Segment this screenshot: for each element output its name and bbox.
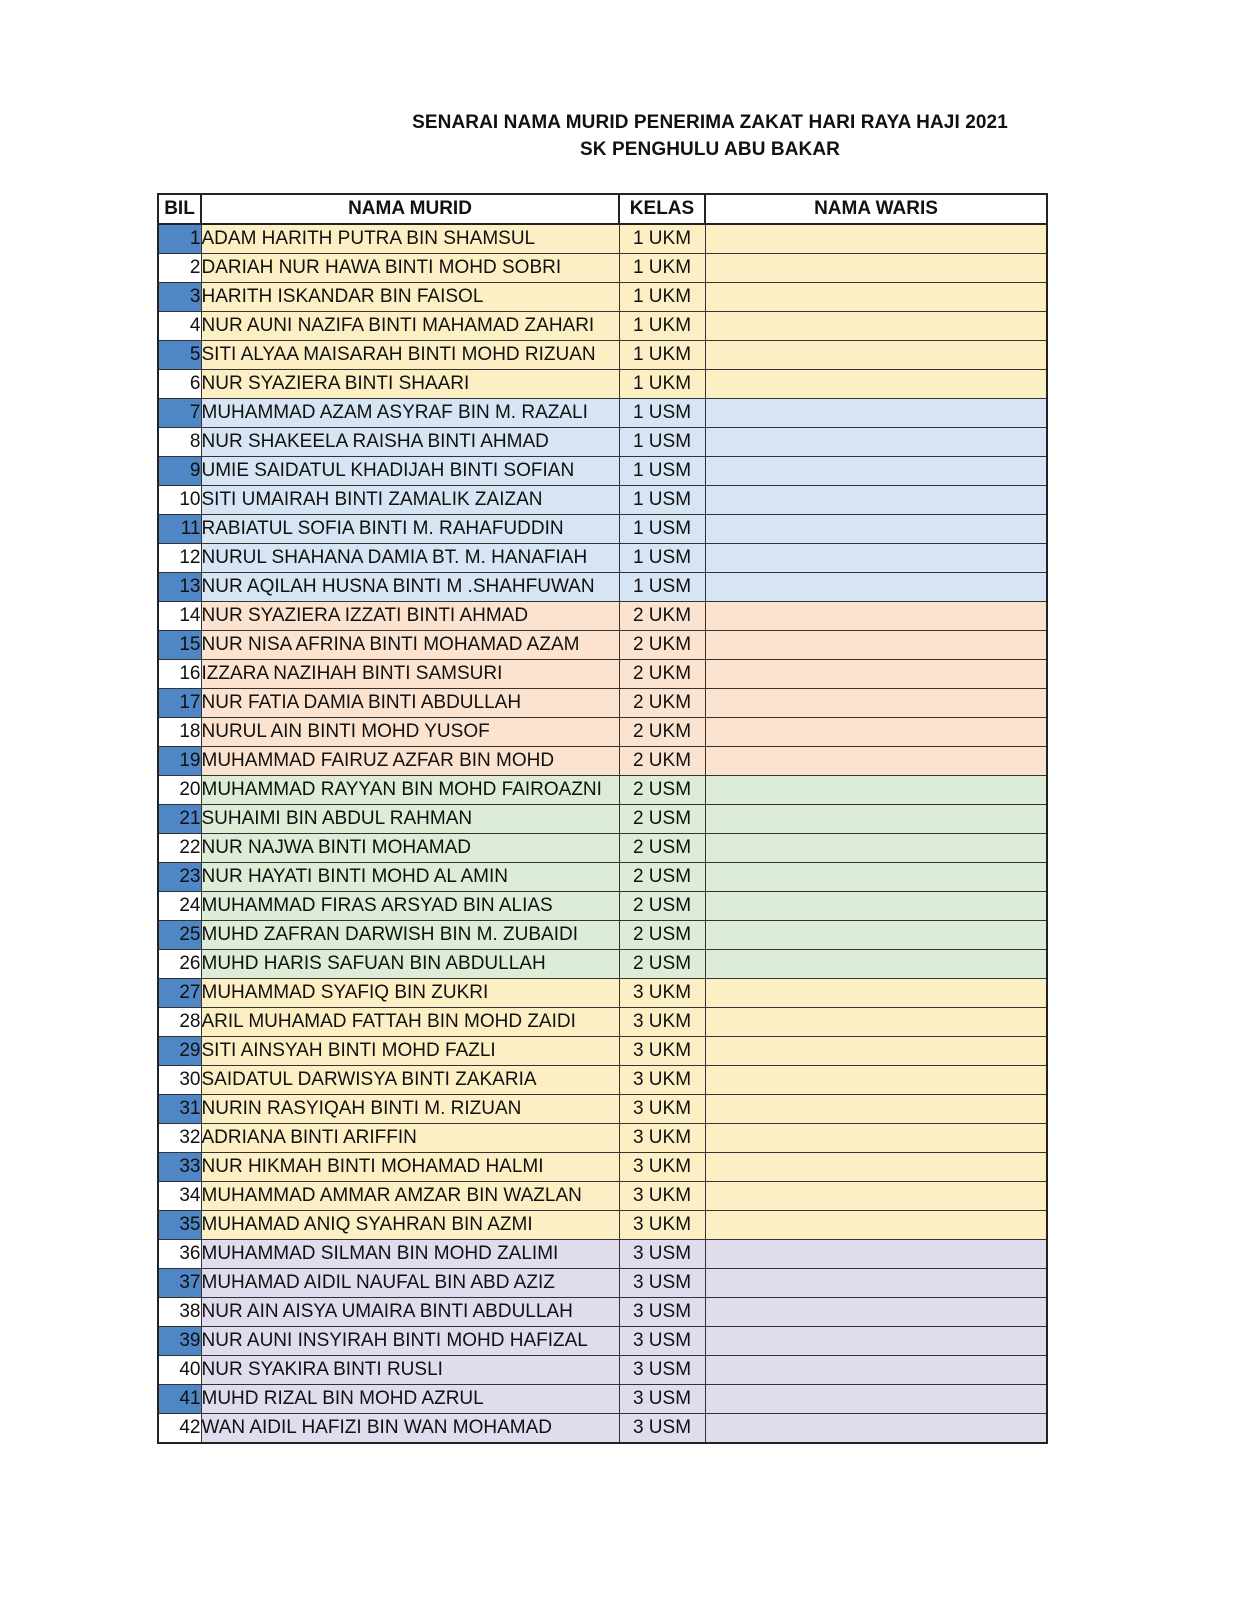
cell-kelas: 3 UKM	[619, 1095, 705, 1124]
table-row	[158, 950, 1047, 979]
cell-kelas: 3 USM	[619, 1327, 705, 1356]
cell-bil: 14	[158, 602, 201, 631]
cell-nama-waris[interactable]	[705, 1240, 1047, 1269]
table-header-row	[158, 194, 1047, 224]
cell-nama-murid: MUHAMMAD FAIRUZ AZFAR BIN MOHD	[201, 747, 619, 776]
cell-nama-waris[interactable]	[705, 921, 1047, 950]
cell-nama-waris[interactable]	[705, 863, 1047, 892]
cell-nama-murid: HARITH ISKANDAR BIN FAISOL	[201, 283, 619, 312]
cell-bil: 2	[158, 254, 201, 283]
cell-kelas: 3 USM	[619, 1298, 705, 1327]
cell-bil: 38	[158, 1298, 201, 1327]
table-row	[158, 515, 1047, 544]
cell-nama-waris[interactable]	[705, 718, 1047, 747]
cell-bil: 4	[158, 312, 201, 341]
cell-nama-murid: MUHAMMAD SYAFIQ BIN ZUKRI	[201, 979, 619, 1008]
cell-kelas: 3 USM	[619, 1414, 705, 1444]
table-row	[158, 1008, 1047, 1037]
cell-bil: 41	[158, 1385, 201, 1414]
cell-nama-murid: NUR AUNI NAZIFA BINTI MAHAMAD ZAHARI	[201, 312, 619, 341]
cell-bil: 40	[158, 1356, 201, 1385]
table-row	[158, 689, 1047, 718]
cell-nama-murid: ARIL MUHAMAD FATTAH BIN MOHD ZAIDI	[201, 1008, 619, 1037]
cell-nama-waris[interactable]	[705, 1008, 1047, 1037]
cell-bil: 12	[158, 544, 201, 573]
table-row	[158, 1269, 1047, 1298]
table-row	[158, 370, 1047, 399]
cell-nama-murid: WAN AIDIL HAFIZI BIN WAN MOHAMAD	[201, 1414, 619, 1444]
cell-kelas: 2 USM	[619, 834, 705, 863]
cell-bil: 21	[158, 805, 201, 834]
cell-nama-waris[interactable]	[705, 1066, 1047, 1095]
cell-kelas: 1 UKM	[619, 224, 705, 254]
table-row	[158, 1066, 1047, 1095]
table-row	[158, 863, 1047, 892]
header-kelas: KELAS	[619, 194, 705, 224]
cell-nama-waris[interactable]	[705, 805, 1047, 834]
cell-bil: 29	[158, 1037, 201, 1066]
cell-kelas: 2 UKM	[619, 718, 705, 747]
cell-kelas: 3 UKM	[619, 1008, 705, 1037]
table-row	[158, 660, 1047, 689]
cell-nama-waris[interactable]	[705, 1037, 1047, 1066]
cell-bil: 36	[158, 1240, 201, 1269]
cell-kelas: 3 USM	[619, 1269, 705, 1298]
table-body	[158, 224, 1047, 1443]
cell-nama-murid: MUHAMAD AIDIL NAUFAL BIN ABD AZIZ	[201, 1269, 619, 1298]
cell-nama-murid: NUR SYAZIERA BINTI SHAARI	[201, 370, 619, 399]
cell-nama-murid: NUR AUNI INSYIRAH BINTI MOHD HAFIZAL	[201, 1327, 619, 1356]
table-row	[158, 486, 1047, 515]
table-row	[158, 921, 1047, 950]
cell-bil: 33	[158, 1153, 201, 1182]
cell-nama-waris[interactable]	[705, 1356, 1047, 1385]
cell-nama-murid: NUR SHAKEELA RAISHA BINTI AHMAD	[201, 428, 619, 457]
cell-nama-murid: MUHAMMAD SILMAN BIN MOHD ZALIMI	[201, 1240, 619, 1269]
cell-nama-waris[interactable]	[705, 950, 1047, 979]
cell-bil: 42	[158, 1414, 201, 1444]
header-nama-murid: NAMA MURID	[201, 194, 619, 224]
cell-kelas: 1 USM	[619, 515, 705, 544]
table-row	[158, 1124, 1047, 1153]
cell-nama-waris[interactable]	[705, 1211, 1047, 1240]
table-row	[158, 892, 1047, 921]
table-row	[158, 602, 1047, 631]
cell-nama-waris[interactable]	[705, 776, 1047, 805]
table-row	[158, 254, 1047, 283]
cell-bil: 18	[158, 718, 201, 747]
cell-nama-murid: ADAM HARITH PUTRA BIN SHAMSUL	[201, 224, 619, 254]
table-row	[158, 1327, 1047, 1356]
cell-bil: 35	[158, 1211, 201, 1240]
cell-nama-murid: SITI AINSYAH BINTI MOHD FAZLI	[201, 1037, 619, 1066]
cell-nama-murid: SAIDATUL DARWISYA BINTI ZAKARIA	[201, 1066, 619, 1095]
table-row	[158, 747, 1047, 776]
cell-kelas: 2 UKM	[619, 602, 705, 631]
cell-nama-murid: NUR SYAZIERA IZZATI BINTI AHMAD	[201, 602, 619, 631]
document-title: SENARAI NAMA MURID PENERIMA ZAKAT HARI RAYA HAJI 2021	[412, 112, 1008, 133]
table-row	[158, 341, 1047, 370]
cell-nama-waris[interactable]	[705, 254, 1047, 283]
cell-bil: 13	[158, 573, 201, 602]
cell-bil: 20	[158, 776, 201, 805]
table-row	[158, 834, 1047, 863]
cell-nama-murid: NUR AQILAH HUSNA BINTI M .SHAHFUWAN	[201, 573, 619, 602]
cell-nama-murid: MUHD HARIS SAFUAN BIN ABDULLAH	[201, 950, 619, 979]
cell-nama-murid: MUHAMMAD AZAM ASYRAF BIN M. RAZALI	[201, 399, 619, 428]
cell-kelas: 3 UKM	[619, 1066, 705, 1095]
table-row	[158, 283, 1047, 312]
cell-kelas: 1 USM	[619, 399, 705, 428]
cell-bil: 9	[158, 457, 201, 486]
cell-bil: 31	[158, 1095, 201, 1124]
cell-nama-waris[interactable]	[705, 1153, 1047, 1182]
cell-bil: 10	[158, 486, 201, 515]
cell-bil: 28	[158, 1008, 201, 1037]
cell-nama-murid: MUHAMMAD FIRAS ARSYAD BIN ALIAS	[201, 892, 619, 921]
cell-bil: 24	[158, 892, 201, 921]
cell-kelas: 2 USM	[619, 805, 705, 834]
cell-nama-waris[interactable]	[705, 1182, 1047, 1211]
table-row	[158, 544, 1047, 573]
cell-kelas: 3 UKM	[619, 1153, 705, 1182]
cell-kelas: 3 UKM	[619, 1124, 705, 1153]
cell-nama-waris[interactable]	[705, 660, 1047, 689]
table-row	[158, 805, 1047, 834]
cell-nama-waris[interactable]	[705, 428, 1047, 457]
table-row	[158, 457, 1047, 486]
cell-nama-waris[interactable]	[705, 341, 1047, 370]
table-row	[158, 573, 1047, 602]
cell-kelas: 1 UKM	[619, 370, 705, 399]
cell-nama-murid: NUR NAJWA BINTI MOHAMAD	[201, 834, 619, 863]
cell-bil: 5	[158, 341, 201, 370]
cell-kelas: 3 UKM	[619, 1182, 705, 1211]
cell-nama-waris[interactable]	[705, 1414, 1047, 1444]
cell-nama-murid: SITI UMAIRAH BINTI ZAMALIK ZAIZAN	[201, 486, 619, 515]
cell-bil: 37	[158, 1269, 201, 1298]
table-row	[158, 1298, 1047, 1327]
cell-kelas: 3 USM	[619, 1385, 705, 1414]
table-row	[158, 718, 1047, 747]
cell-bil: 34	[158, 1182, 201, 1211]
cell-bil: 25	[158, 921, 201, 950]
cell-nama-waris[interactable]	[705, 457, 1047, 486]
cell-bil: 30	[158, 1066, 201, 1095]
table-row	[158, 1153, 1047, 1182]
cell-kelas: 1 USM	[619, 486, 705, 515]
table-row	[158, 1095, 1047, 1124]
cell-nama-waris[interactable]	[705, 631, 1047, 660]
cell-bil: 19	[158, 747, 201, 776]
cell-nama-waris[interactable]	[705, 1298, 1047, 1327]
cell-nama-waris[interactable]	[705, 1327, 1047, 1356]
cell-nama-waris[interactable]	[705, 515, 1047, 544]
cell-kelas: 2 UKM	[619, 631, 705, 660]
cell-nama-murid: NURUL AIN BINTI MOHD YUSOF	[201, 718, 619, 747]
table-row	[158, 631, 1047, 660]
cell-nama-waris[interactable]	[705, 979, 1047, 1008]
cell-kelas: 2 UKM	[619, 660, 705, 689]
cell-bil: 6	[158, 370, 201, 399]
cell-bil: 32	[158, 1124, 201, 1153]
cell-nama-murid: RABIATUL SOFIA BINTI M. RAHAFUDDIN	[201, 515, 619, 544]
cell-nama-waris[interactable]	[705, 747, 1047, 776]
cell-nama-waris[interactable]	[705, 224, 1047, 254]
cell-nama-waris[interactable]	[705, 573, 1047, 602]
cell-nama-murid: MUHAMMAD AMMAR AMZAR BIN WAZLAN	[201, 1182, 619, 1211]
cell-nama-waris[interactable]	[705, 312, 1047, 341]
cell-nama-waris[interactable]	[705, 370, 1047, 399]
cell-bil: 16	[158, 660, 201, 689]
cell-bil: 17	[158, 689, 201, 718]
table-row	[158, 399, 1047, 428]
cell-nama-murid: IZZARA NAZIHAH BINTI SAMSURI	[201, 660, 619, 689]
cell-nama-waris[interactable]	[705, 399, 1047, 428]
cell-kelas: 2 USM	[619, 776, 705, 805]
cell-nama-waris[interactable]	[705, 892, 1047, 921]
header-nama-waris: NAMA WARIS	[705, 194, 1047, 224]
cell-nama-waris[interactable]	[705, 602, 1047, 631]
cell-nama-murid: MUHD ZAFRAN DARWISH BIN M. ZUBAIDI	[201, 921, 619, 950]
table-row	[158, 1356, 1047, 1385]
cell-kelas: 2 USM	[619, 892, 705, 921]
cell-bil: 23	[158, 863, 201, 892]
cell-nama-murid: NUR HIKMAH BINTI MOHAMAD HALMI	[201, 1153, 619, 1182]
cell-nama-murid: SUHAIMI BIN ABDUL RAHMAN	[201, 805, 619, 834]
cell-kelas: 1 UKM	[619, 312, 705, 341]
table-row	[158, 224, 1047, 254]
table-row	[158, 979, 1047, 1008]
cell-kelas: 2 UKM	[619, 747, 705, 776]
cell-kelas: 1 UKM	[619, 254, 705, 283]
cell-nama-murid: NUR FATIA DAMIA BINTI ABDULLAH	[201, 689, 619, 718]
cell-nama-murid: NURUL SHAHANA DAMIA BT. M. HANAFIAH	[201, 544, 619, 573]
cell-kelas: 3 UKM	[619, 1211, 705, 1240]
cell-bil: 3	[158, 283, 201, 312]
recipient-table	[157, 193, 1048, 1444]
cell-kelas: 3 USM	[619, 1356, 705, 1385]
cell-nama-murid: MUHD RIZAL BIN MOHD AZRUL	[201, 1385, 619, 1414]
cell-kelas: 1 UKM	[619, 341, 705, 370]
cell-nama-murid: NUR SYAKIRA BINTI RUSLI	[201, 1356, 619, 1385]
cell-kelas: 1 USM	[619, 544, 705, 573]
cell-kelas: 2 USM	[619, 950, 705, 979]
cell-nama-murid: NUR NISA AFRINA BINTI MOHAMAD AZAM	[201, 631, 619, 660]
cell-kelas: 2 USM	[619, 863, 705, 892]
cell-kelas: 2 UKM	[619, 689, 705, 718]
cell-nama-waris[interactable]	[705, 689, 1047, 718]
cell-nama-waris[interactable]	[705, 834, 1047, 863]
cell-kelas: 3 UKM	[619, 979, 705, 1008]
cell-nama-murid: NUR HAYATI BINTI MOHD AL AMIN	[201, 863, 619, 892]
cell-bil: 7	[158, 399, 201, 428]
table-row	[158, 1182, 1047, 1211]
cell-bil: 22	[158, 834, 201, 863]
table-row	[158, 1240, 1047, 1269]
cell-kelas: 1 UKM	[619, 283, 705, 312]
cell-nama-waris[interactable]	[705, 1385, 1047, 1414]
header-bil: BIL	[158, 194, 201, 224]
table-row	[158, 312, 1047, 341]
table-row	[158, 1414, 1047, 1444]
table-row	[158, 428, 1047, 457]
cell-bil: 27	[158, 979, 201, 1008]
cell-nama-waris[interactable]	[705, 1269, 1047, 1298]
cell-nama-murid: UMIE SAIDATUL KHADIJAH BINTI SOFIAN	[201, 457, 619, 486]
cell-nama-murid: NURIN RASYIQAH BINTI M. RIZUAN	[201, 1095, 619, 1124]
cell-nama-waris[interactable]	[705, 1095, 1047, 1124]
cell-nama-murid: SITI ALYAA MAISARAH BINTI MOHD RIZUAN	[201, 341, 619, 370]
cell-nama-murid: DARIAH NUR HAWA BINTI MOHD SOBRI	[201, 254, 619, 283]
cell-kelas: 3 USM	[619, 1240, 705, 1269]
cell-kelas: 2 USM	[619, 921, 705, 950]
table-row	[158, 776, 1047, 805]
cell-bil: 15	[158, 631, 201, 660]
cell-kelas: 1 USM	[619, 457, 705, 486]
cell-nama-murid: MUHAMAD ANIQ SYAHRAN BIN AZMI	[201, 1211, 619, 1240]
cell-nama-murid: ADRIANA BINTI ARIFFIN	[201, 1124, 619, 1153]
cell-bil: 26	[158, 950, 201, 979]
cell-bil: 1	[158, 224, 201, 254]
cell-nama-murid: MUHAMMAD RAYYAN BIN MOHD FAIROAZNI	[201, 776, 619, 805]
table-row	[158, 1211, 1047, 1240]
cell-kelas: 1 USM	[619, 573, 705, 602]
table-row	[158, 1037, 1047, 1066]
cell-bil: 11	[158, 515, 201, 544]
school-name: SK PENGHULU ABU BAKAR	[579, 139, 840, 160]
cell-nama-waris[interactable]	[705, 283, 1047, 312]
table-row	[158, 1385, 1047, 1414]
cell-kelas: 1 USM	[619, 428, 705, 457]
cell-bil: 8	[158, 428, 201, 457]
cell-nama-murid: NUR AIN AISYA UMAIRA BINTI ABDULLAH	[201, 1298, 619, 1327]
cell-nama-waris[interactable]	[705, 544, 1047, 573]
cell-nama-waris[interactable]	[705, 1124, 1047, 1153]
cell-nama-waris[interactable]	[705, 486, 1047, 515]
cell-bil: 39	[158, 1327, 201, 1356]
cell-kelas: 3 UKM	[619, 1037, 705, 1066]
